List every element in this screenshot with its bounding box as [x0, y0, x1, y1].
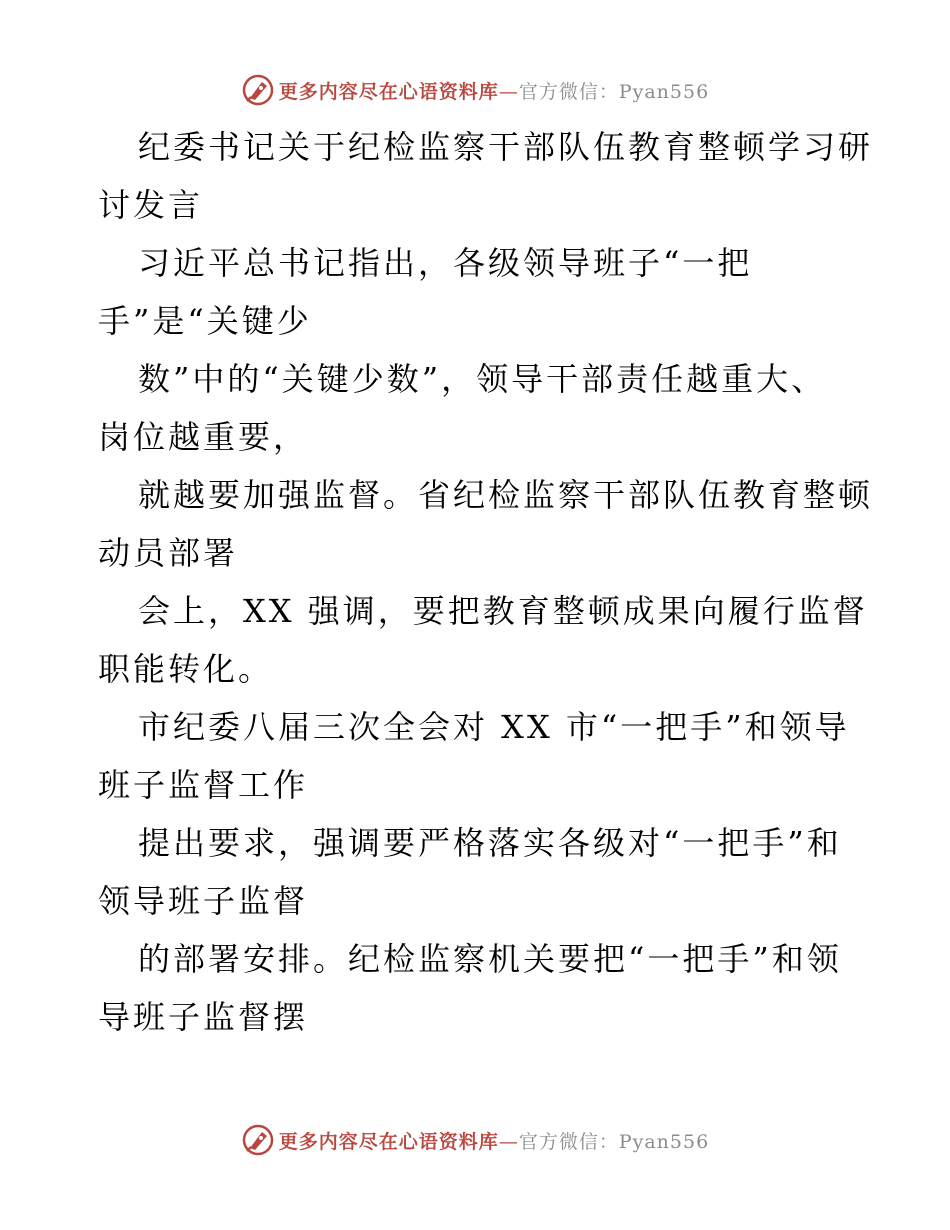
footer-lead: 更多内容尽在心语资料库 — [278, 1130, 499, 1153]
paragraph — [98, 698, 868, 814]
paragraph-line: 纪委书记关于纪检监察干部队伍教育整顿学习研 — [138, 128, 874, 166]
pen-nib-logo-icon — [241, 1123, 275, 1157]
paragraph — [98, 118, 874, 234]
footer-text — [279, 1127, 709, 1154]
footer-wechat-label: 官方微信： — [518, 1130, 619, 1153]
footer-banner — [0, 1120, 950, 1160]
paragraph — [98, 582, 868, 698]
paragraph-line: 领导班子监督 — [98, 882, 309, 920]
paragraph-line: 的部署安排。纪检监察机关要把“一把手”和领 — [138, 940, 842, 978]
paragraph-line: 习近平总书记指出，各级领导班子“一把 — [138, 244, 753, 282]
paragraph-line: 动员部署 — [98, 534, 239, 572]
paragraph-line: 岗位越重要， — [98, 418, 309, 456]
header-wechat-label: 官方微信： — [518, 80, 619, 103]
paragraph-line: 职能转化。 — [98, 650, 274, 688]
paragraph — [98, 814, 868, 930]
paragraph-line: 数”中的“关键少数”，领导干部责任越重大、 — [138, 360, 827, 398]
paragraph-line: 讨发言 — [98, 186, 204, 224]
paragraph-line: 就越要加强监督。省纪检监察干部队伍教育整顿 — [138, 476, 874, 514]
paragraph-line: 班子监督工作 — [98, 766, 309, 804]
paragraph — [98, 234, 868, 350]
document-body — [98, 118, 874, 1046]
header-lead: 更多内容尽在心语资料库 — [278, 80, 499, 103]
paragraph — [98, 466, 874, 582]
paragraph-line: 导班子监督摆 — [98, 998, 309, 1036]
paragraph — [98, 930, 868, 1046]
footer-dash: — — [498, 1130, 519, 1153]
footer-wechat-id: Pyan556 — [618, 1130, 710, 1153]
paragraph-line: 会上，XX 强调，要把教育整顿成果向履行监督 — [138, 592, 868, 630]
paragraph-line: 市纪委八届三次全会对 XX 市“一把手”和领导 — [138, 708, 850, 746]
paragraph-line: 手”是“关键少 — [98, 302, 312, 340]
header-banner — [0, 70, 950, 110]
pen-nib-logo-icon — [241, 73, 275, 107]
paragraph — [98, 350, 868, 466]
header-dash: — — [498, 80, 519, 103]
paragraph-line: 提出要求，强调要严格落实各级对“一把手”和 — [138, 824, 842, 862]
header-wechat-id: Pyan556 — [618, 80, 710, 103]
header-text — [279, 77, 709, 104]
